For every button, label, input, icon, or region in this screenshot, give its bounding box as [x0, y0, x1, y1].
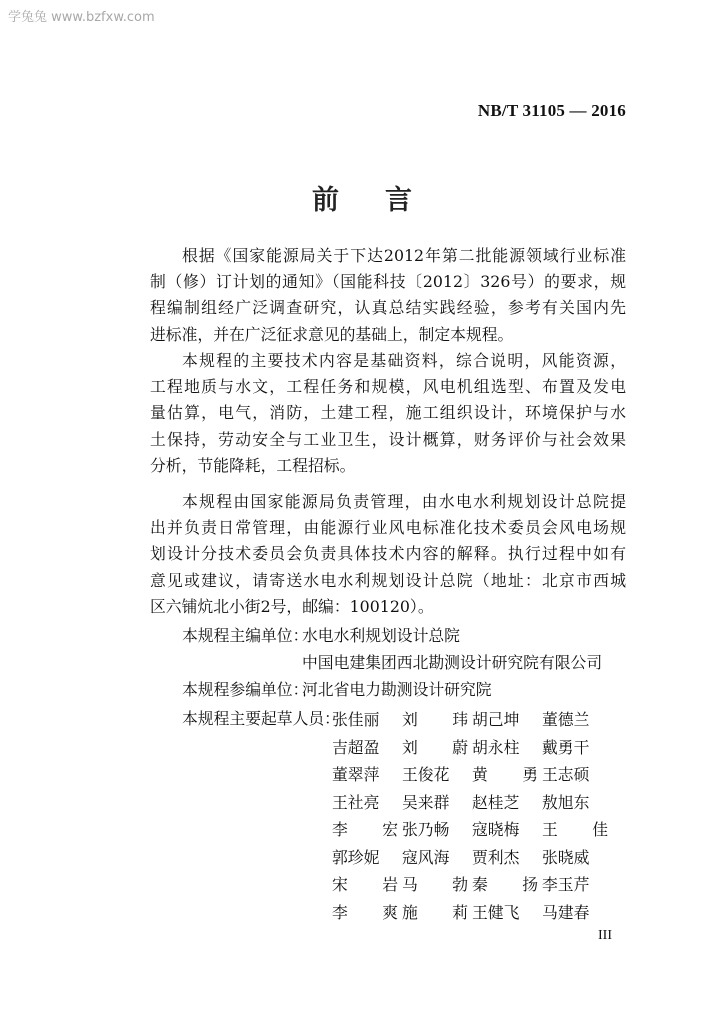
drafters-row — [332, 706, 612, 734]
drafter-name: 王健飞 — [472, 902, 520, 922]
drafter-name: 寇风海 — [402, 847, 450, 867]
paragraph-1 — [150, 243, 626, 348]
chief-unit-1: 水电水利规划设计总院 — [302, 626, 460, 645]
drafter-name: 王志硕 — [542, 765, 590, 784]
drafter-name: 秦 扬 — [472, 875, 538, 894]
drafter-name: 胡永柱 — [472, 737, 520, 757]
chief-units-label: 本规程主编单位： — [182, 626, 309, 645]
watermark-text: 学兔兔 www.bzfxw.com — [8, 10, 155, 25]
paragraph-line: 量估算，电气，消防，土建工程，施工组织设计，环境保护与水 — [150, 403, 626, 423]
drafter-name: 王社亮 — [332, 792, 380, 812]
paragraph-3 — [150, 489, 626, 620]
paragraph-2 — [150, 348, 626, 479]
paragraph-line: 区六铺炕北小街2号，邮编：100120）。 — [150, 596, 434, 616]
drafter-name: 刘 蔚 — [402, 737, 468, 757]
drafters-label: 本规程主要起草人员： — [182, 709, 340, 728]
drafter-name: 马建春 — [542, 902, 590, 922]
drafter-name: 寇晓梅 — [472, 820, 520, 839]
drafter-name: 董翠萍 — [332, 765, 380, 784]
drafter-name: 宋 岩 — [332, 875, 398, 894]
participating-units-label: 本规程参编单位： — [182, 680, 309, 699]
drafters-row — [332, 761, 612, 789]
paragraph-line: 分析，节能降耗，工程招标。 — [150, 455, 356, 475]
drafters-row — [332, 734, 612, 762]
drafter-name: 马 勃 — [402, 875, 468, 894]
paragraph-line: 本规程由国家能源局负责管理，由水电水利规划设计总院提 — [182, 492, 626, 511]
chief-unit-2: 中国电建集团西北勘测设计研究院有限公司 — [302, 653, 603, 672]
drafter-name: 胡己坤 — [472, 710, 520, 729]
paragraph-line: 进标准，并在广泛征求意见的基础上，制定本规程。 — [150, 324, 514, 344]
drafters-list — [332, 706, 612, 926]
drafter-name: 李玉芹 — [542, 875, 590, 894]
drafters-row — [332, 899, 612, 927]
drafter-name: 赵桂芝 — [472, 792, 520, 812]
drafter-name: 张晓威 — [542, 847, 590, 867]
drafter-name: 李 宏 — [332, 820, 398, 839]
drafter-name: 贾利杰 — [472, 847, 520, 867]
document-code: NB/T 31105 — 2016 — [477, 101, 626, 120]
drafter-name: 敖旭东 — [542, 792, 590, 812]
paragraph-line: 程编制组经广泛调查研究，认真总结实践经验，参考有关国内先 — [150, 298, 626, 318]
paragraph-line: 工程地质与水文，工程任务和规模，风电机组选型、布置及发电 — [150, 377, 626, 397]
drafter-name: 张佳丽 — [332, 710, 380, 729]
drafter-name: 施 莉 — [402, 902, 468, 922]
paragraph-line: 根据《国家能源局关于下达2012年第二批能源领域行业标准 — [182, 246, 626, 265]
drafter-name: 黄 勇 — [472, 765, 538, 784]
drafter-name: 张乃畅 — [402, 820, 450, 839]
paragraph-line: 划设计分技术委员会负责具体技术内容的解释。执行过程中如有 — [150, 544, 626, 564]
paragraph-line: 意见或建议，请寄送水电水利规划设计总院（地址：北京市西城 — [150, 570, 626, 590]
drafter-name: 王 佳 — [542, 820, 608, 839]
drafters-row — [332, 789, 612, 817]
paragraph-line: 本规程的主要技术内容是基础资料，综合说明，风能资源， — [182, 351, 626, 370]
page-title: 前言 — [312, 185, 458, 216]
paragraph-line: 制（修）订计划的通知》（国能科技〔2012〕326号）的要求，规 — [150, 272, 626, 292]
drafter-name: 李 爽 — [332, 902, 398, 922]
paragraph-line: 出并负责日常管理，由能源行业风电标准化技术委员会风电场规 — [150, 518, 626, 538]
drafters-row — [332, 816, 612, 844]
drafter-name: 郭珍妮 — [332, 847, 380, 867]
drafter-name: 刘 玮 — [402, 710, 468, 729]
participating-unit: 河北省电力勘测设计研究院 — [302, 680, 492, 699]
drafter-name: 王俊花 — [402, 765, 450, 784]
drafter-name: 吴来群 — [402, 792, 450, 812]
page-number: III — [598, 928, 612, 943]
paragraph-line: 土保持，劳动安全与工业卫生，设计概算，财务评价与社会效果 — [150, 429, 626, 449]
drafter-name: 董德兰 — [542, 710, 590, 729]
drafter-name: 吉超盈 — [332, 737, 380, 757]
drafters-row — [332, 871, 612, 899]
drafters-row — [332, 844, 612, 872]
drafter-name: 戴勇干 — [542, 737, 590, 757]
